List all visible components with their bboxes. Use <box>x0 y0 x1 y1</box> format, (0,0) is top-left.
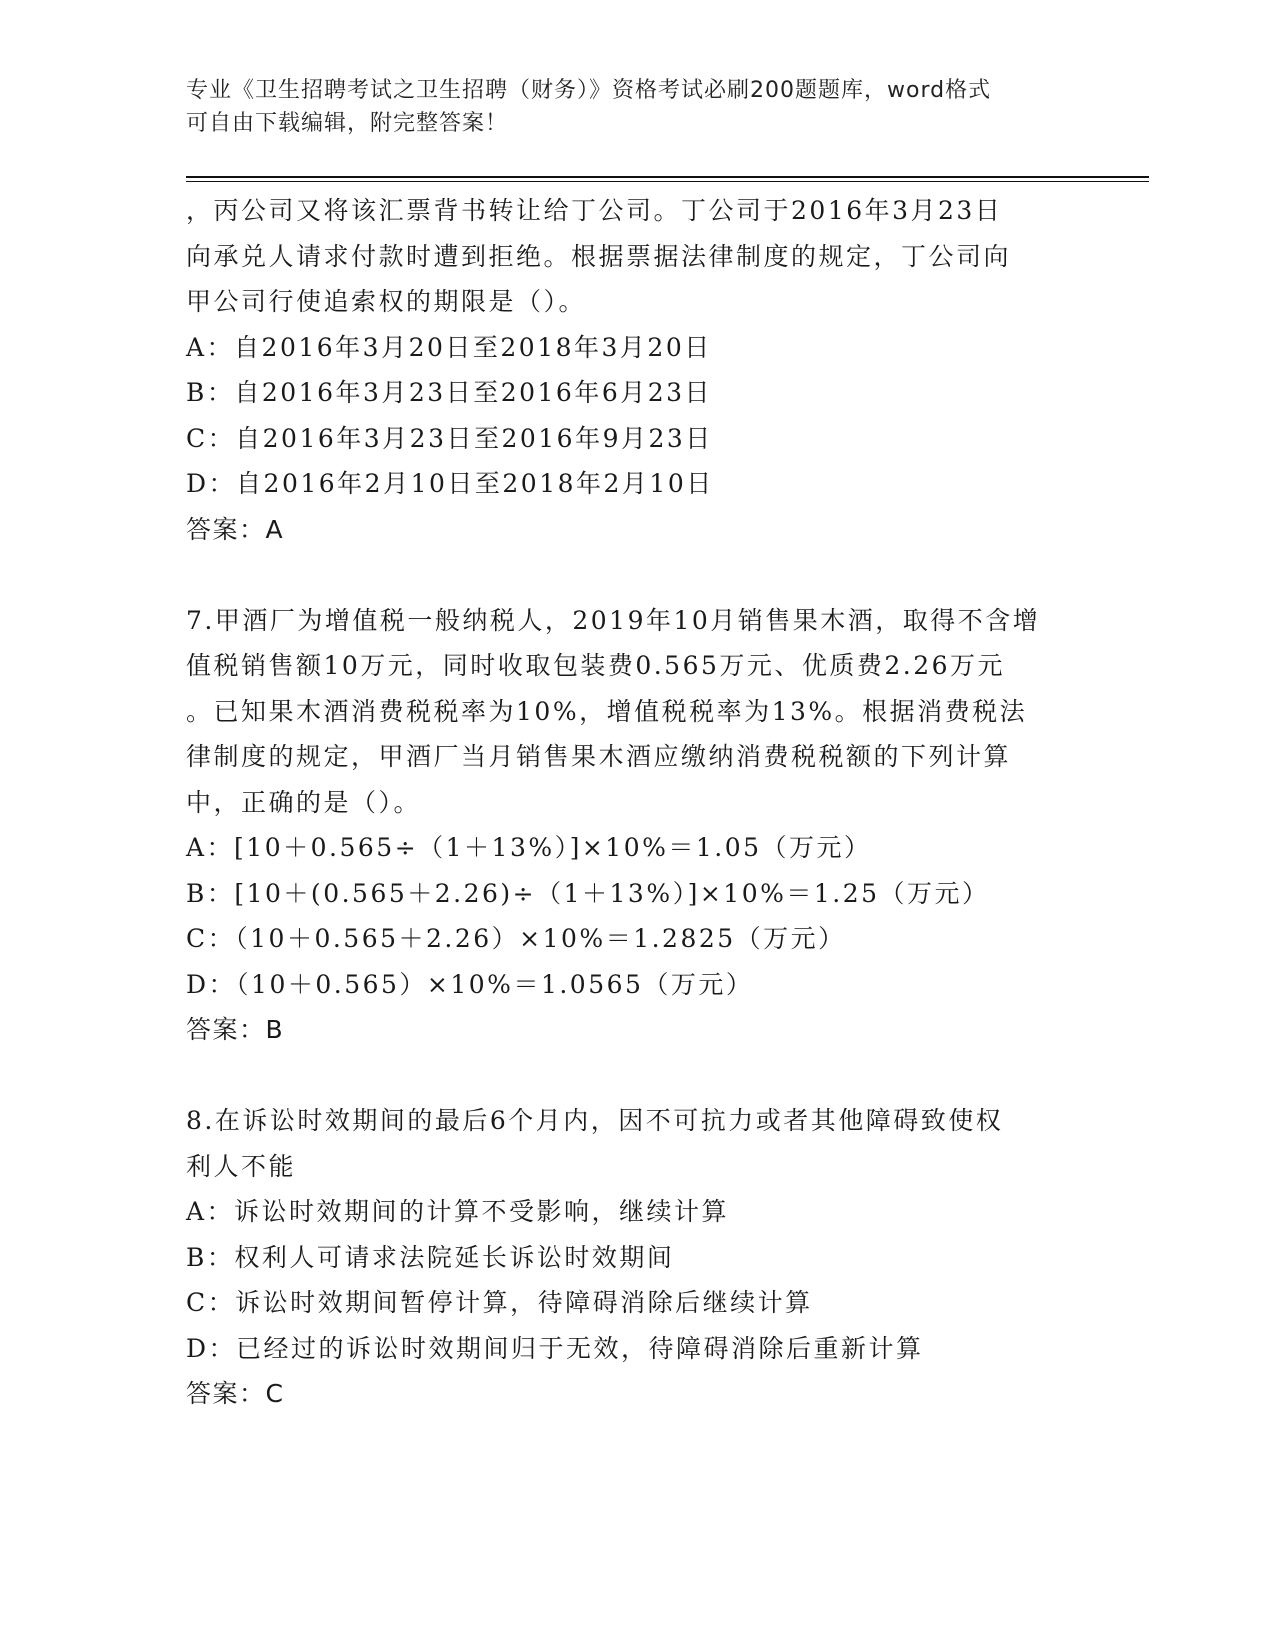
option-d: D：自2016年2月10日至2018年2月10日 <box>186 469 714 498</box>
question-item <box>186 1098 1086 1417</box>
question-stem-line: 。已知果木酒消费税税率为10%，增值税税率为13%。根据消费税法 <box>186 696 1028 726</box>
spacer <box>186 552 1086 598</box>
question-stem-line: 向承兑人请求付款时遭到拒绝。根据票据法律制度的规定，丁公司向 <box>186 241 1012 271</box>
option-b: B：自2016年3月23日至2016年6月23日 <box>186 378 713 407</box>
question-stem-line: 8.在诉讼时效期间的最后6个月内，因不可抗力或者其他障碍致使权 <box>186 1106 1004 1135</box>
option-a: A：诉讼时效期间的计算不受影响，继续计算 <box>186 1197 730 1226</box>
header-divider <box>186 176 1149 182</box>
option-b: B：权利人可请求法院延长诉讼时效期间 <box>186 1242 675 1272</box>
spacer <box>186 1053 1086 1099</box>
answer-line: 答案：C <box>186 1379 285 1408</box>
option-a: A：[10＋0.565÷（1＋13%）]×10%＝1.05（万元） <box>186 833 872 862</box>
option-c: C：自2016年3月23日至2016年9月23日 <box>186 423 713 453</box>
question-stem-line: ，丙公司又将该汇票背书转让给丁公司。丁公司于2016年3月23日 <box>186 196 1003 225</box>
option-b: B：[10＋(0.565＋2.26)÷（1＋13%）]×10%＝1.25（万元） <box>186 878 990 908</box>
question-stem-line: 甲公司行使追索权的期限是（）。 <box>186 287 587 316</box>
header-line-1: 专业《卫生招聘考试之卫生招聘（财务）》资格考试必刷200题题库，word格式 <box>186 78 992 103</box>
option-a: A：自2016年3月20日至2018年3月20日 <box>186 332 712 362</box>
question-stem-line: 中，正确的是（）。 <box>186 787 422 817</box>
question-stem-line: 值税销售额10万元，同时收取包装费0.565万元、优质费2.26万元 <box>186 651 1006 680</box>
question-item <box>186 188 1086 552</box>
option-c: C：（10＋0.565＋2.26）×10%＝1.2825（万元） <box>186 924 846 953</box>
question-item <box>186 598 1086 1053</box>
header-line-2: 可自由下载编辑，附完整答案！ <box>186 111 509 136</box>
option-d: D：已经过的诉讼时效期间归于无效，待障碍消除后重新计算 <box>186 1333 924 1363</box>
question-stem-line: 利人不能 <box>186 1151 297 1181</box>
question-stem-line: 7.甲酒厂为增值税一般纳税人，2019年10月销售果木酒，取得不含增 <box>186 605 1041 635</box>
option-c: C：诉讼时效期间暂停计算，待障碍消除后继续计算 <box>186 1288 813 1317</box>
page-header <box>186 74 1066 140</box>
question-stem-line: 律制度的规定，甲酒厂当月销售果木酒应缴纳消费税税额的下列计算 <box>186 742 1012 771</box>
option-d: D：（10＋0.565）×10%＝1.0565（万元） <box>186 969 754 999</box>
answer-line: 答案：A <box>186 514 285 544</box>
question-list <box>186 188 1086 1417</box>
answer-line: 答案：B <box>186 1015 285 1044</box>
